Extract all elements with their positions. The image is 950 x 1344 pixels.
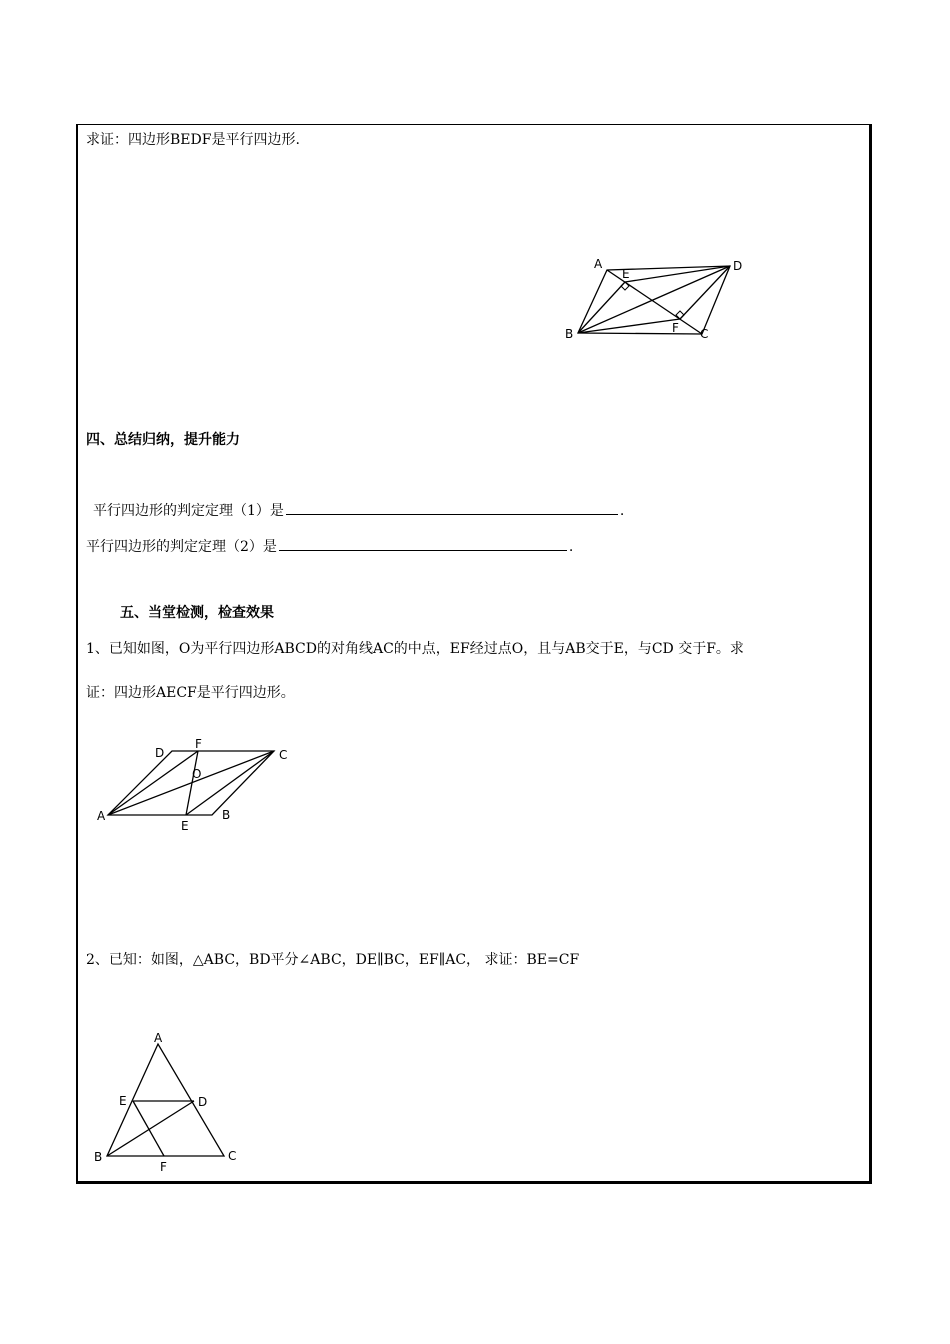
fig2-label-c: C bbox=[279, 748, 288, 762]
question1-line2: 证：四边形AECF是平行四边形。 bbox=[86, 685, 295, 701]
fig2-label-o: O bbox=[192, 767, 202, 781]
fig1-label-b: B bbox=[565, 327, 574, 341]
section5-heading: 五、当堂检测，检查效果 bbox=[120, 605, 274, 621]
fig3-label-e: E bbox=[119, 1094, 127, 1108]
fig2-label-f: F bbox=[195, 737, 202, 751]
figure-parallelogram-aecf bbox=[94, 734, 294, 834]
theorem1-suffix: . bbox=[619, 503, 625, 519]
fig3-label-a: A bbox=[154, 1031, 163, 1045]
theorem1-line bbox=[93, 500, 624, 520]
fig3-label-b: B bbox=[94, 1150, 103, 1164]
fig1-label-c: C bbox=[700, 327, 709, 341]
fig1-label-e: E bbox=[622, 267, 630, 281]
fig1-label-f: F bbox=[672, 321, 679, 335]
fig3-label-c: C bbox=[228, 1149, 237, 1163]
figure-parallelogram-bedf bbox=[560, 252, 760, 347]
theorem2-prefix: 平行四边形的判定定理（2）是 bbox=[86, 539, 277, 555]
question2-line: 2、已知：如图，△ABC，BD平分∠ABC，DE∥BC，EF∥AC， 求证：BE=CF bbox=[86, 952, 580, 968]
question1-line1: 1、已知如图，O为平行四边形ABCD的对角线AC的中点，EF经过点O，且与AB交于E，与CD 交于F。求 bbox=[86, 641, 744, 657]
theorem1-answer-blank[interactable] bbox=[286, 500, 618, 515]
theorem1-prefix: 平行四边形的判定定理（1）是 bbox=[93, 503, 284, 519]
fig2-label-b: B bbox=[222, 808, 231, 822]
theorem2-answer-blank[interactable] bbox=[279, 536, 567, 551]
fig2-label-e: E bbox=[181, 819, 189, 833]
fig1-label-d: D bbox=[733, 259, 743, 273]
theorem2-line bbox=[86, 536, 573, 556]
theorem2-suffix: . bbox=[568, 539, 574, 555]
fig1-label-a: A bbox=[594, 257, 603, 271]
fig2-label-a: A bbox=[97, 809, 106, 823]
fig3-label-f: F bbox=[160, 1160, 167, 1174]
fig3-label-d: D bbox=[198, 1095, 208, 1109]
fig2-label-d: D bbox=[155, 746, 165, 760]
prove-statement: 求证：四边形BEDF是平行四边形. bbox=[86, 132, 300, 148]
section4-heading: 四、总结归纳，提升能力 bbox=[86, 432, 240, 448]
figure-triangle-abc bbox=[90, 1028, 260, 1176]
